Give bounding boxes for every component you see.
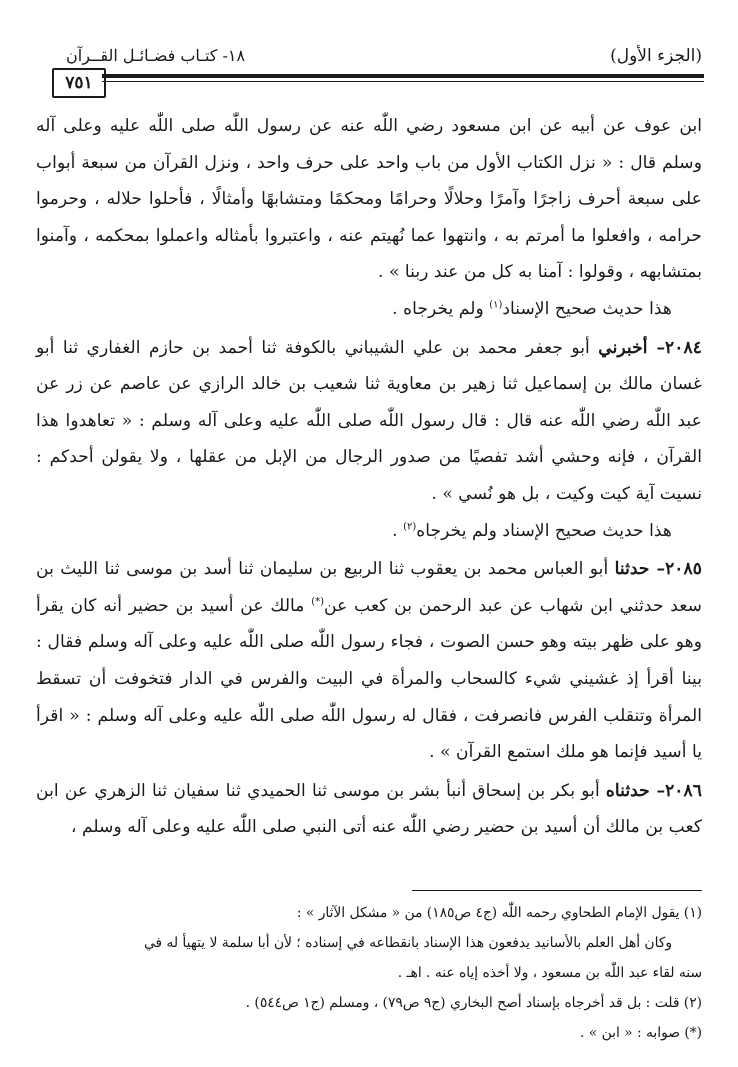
- header-rule-thick: [102, 74, 704, 78]
- hadith-text-2084: أبو جعفر محمد بن علي الشيباني بالكوفة ثنا أحمد بن حازم الغفاري ثنا أبو غسان مالك بن إسماعيل ثنا زهير بن معاوية ثنا شعيب بن خالد الرازي عن عاصم عن زر عن عبد اللّٰه رضي اللّٰه عنه قال : قال رسول اللّٰه صلى اللّٰه عليه وعلى آله وسلم : « تعاهدوا هذا القرآن ، فإنه وحشي أشد تفصيًا من صدور الرجال من الإبل من عقلها ، ولا يقولن أحدكم : نسيت آية كيت وكيت ، بل هو نُسي » .: [36, 337, 702, 504]
- footnote-ref-star: (*): [311, 595, 325, 607]
- footnote-separator: [412, 890, 702, 891]
- header-rule-thin: [102, 81, 704, 82]
- chapter-title: ١٨- كتـاب فضـائـل القــرآن: [66, 46, 246, 65]
- hadith-2084: [36, 330, 702, 513]
- hadith-number-2086: ٢٠٨٦– حدثناه: [605, 780, 703, 801]
- grading-note-2: [36, 513, 702, 550]
- hadith-text-2086: أبو بكر بن إسحاق أنبأ بشر بن موسى ثنا الحميدي ثنا سفيان ثنا الزهري عن ابن كعب بن مالك أن أسيد بن حضير رضي اللّٰه عنه أتى النبي صلى اللّٰه عليه وعلى آله وسلم ،: [36, 780, 702, 838]
- page-body: [36, 108, 702, 846]
- hadith-text-2085-a: أبو العباس محمد بن يعقوب ثنا الربيع بن سليمان ثنا أسد بن موسى ثنا الليث بن سعد حدثني ابن شهاب عن عبد الرحمن بن كعب عن: [36, 559, 702, 616]
- grading-note-1: [36, 291, 702, 328]
- hadith-2086: [36, 773, 702, 846]
- footnote-1-line-2: وكان أهل العلم بالأسانيد يدفعون هذا الإسناد بانقطاعه في إسناده ؛ لأن أبا سلمة لا يتهيأ له في: [143, 935, 672, 951]
- grading-text-end: .: [392, 520, 404, 541]
- volume-label: (الجزء الأول): [610, 46, 702, 66]
- grading-text: هذا حديث صحيح الإسناد: [502, 298, 672, 319]
- paragraph-hadith-continuation: ابن عوف عن أبيه عن ابن مسعود رضي اللّٰه عنه عن رسول اللّٰه صلى اللّٰه عليه وعلى آله وسلم قال : « نزل الكتاب الأول من باب واحد على حرف واحد ، ونزل القرآن من سبعة أبواب على سبعة أحرف زاجرًا وآمرًا وحلالًا وحرامًا ومحكمًا ومتشابهًا وأمثالًا ، فأحلوا حلاله ، وحرموا حرامه ، وافعلوا ما أمرتم به ، وانتهوا عما نُهيتم عنه ، واعتبروا بأمثاله واعملوا بمحكمه ، وآمنوا بمتشابهه ، وقولوا : آمنا به كل من عند ربنا » .: [36, 116, 702, 283]
- footnotes: [36, 898, 702, 1048]
- page-number: ٧٥١: [52, 68, 106, 98]
- hadith-text-2085-b: مالك عن أسيد بن حضير أنه كان يقرأ وهو على ظهر بيته وهو حسن الصوت ، فجاء رسول اللّٰه صلى اللّٰه عليه وعلى آله وسلم فقال : بينا أقرأ إذ غشيني شيء كالسحاب والمرأة في البيت والفرس في الدار فتخوفت أن تسقط المرأة وتنقلب الفرس فانصرفت ، فقال له رسول اللّٰه صلى اللّٰه عليه وعلى آله وسلم : « اقرأ يا أسيد فإنما هو ملك استمع القرآن » .: [36, 595, 702, 763]
- footnote-ref-1: (١): [489, 299, 503, 311]
- footnote-1-line-1: (١) يقول الإمام الطحاوي رحمه اللّٰه (ج٤ ص١٨٥) من « مشكل الآثار » :: [296, 905, 702, 921]
- grading-text-end: ولم يخرجاه .: [392, 298, 490, 319]
- grading-text: هذا حديث صحيح الإسناد ولم يخرجاه: [416, 520, 672, 541]
- footnote-ref-2: (٢): [403, 520, 417, 532]
- footnote-2: (٢) قلت : بل قد أخرجاه بإسناد أصح البخاري (ج٩ ص٧٩) ، ومسلم (ج١ ص٥٤٤) .: [245, 995, 702, 1011]
- hadith-number-2085: ٢٠٨٥– حدثنا: [614, 559, 703, 580]
- footnote-1-line-3: سنه لقاء عبد اللّٰه بن مسعود ، ولا أخذه إياه عنه . اهـ .: [397, 965, 702, 981]
- footnote-star: (*) صوابه : « ابن » .: [580, 1025, 702, 1041]
- hadith-2085: [36, 551, 702, 771]
- hadith-number-2084: ٢٠٨٤– أخبرني: [598, 337, 702, 358]
